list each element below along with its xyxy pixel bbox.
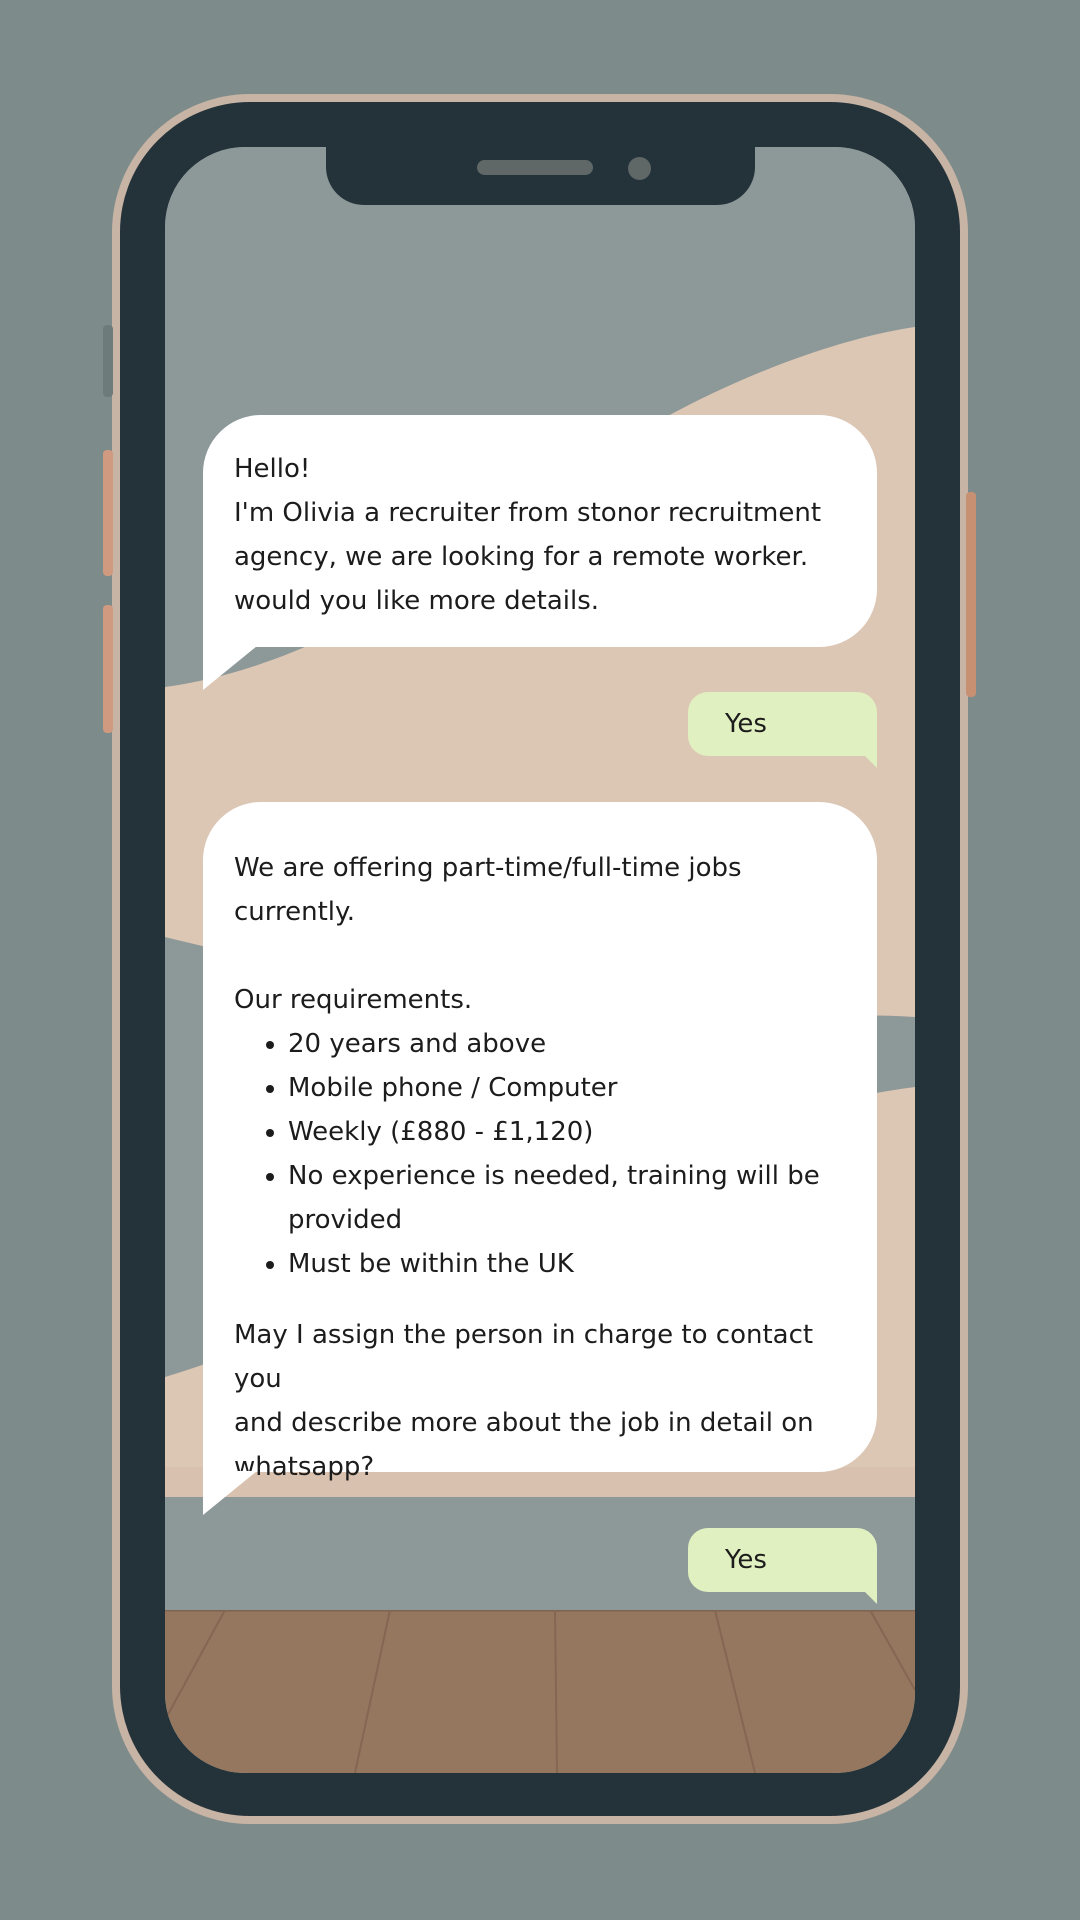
- spacer: [234, 934, 847, 978]
- incoming-bubble-tail: [203, 646, 257, 690]
- list-item: • 20 years and above: [288, 1022, 847, 1066]
- message-line: currently.: [234, 897, 355, 927]
- message-line: and describe more about the job in detail on: [234, 1408, 814, 1438]
- volume-up-button: [103, 450, 113, 576]
- message-line: would you like more details.: [234, 586, 600, 616]
- silent-switch: [103, 325, 113, 397]
- outgoing-bubble-tail: [865, 1592, 877, 1604]
- message-text: Yes: [725, 1545, 767, 1575]
- incoming-message-2: [203, 802, 877, 1482]
- front-camera: [628, 157, 651, 180]
- message-line: agency, we are looking for a remote worker.: [234, 542, 809, 572]
- message-line: We are offering part-time/full-time jobs: [234, 853, 742, 883]
- message-line: May I assign the person in charge to contact you: [234, 1320, 814, 1394]
- outgoing-message-1: [688, 692, 877, 756]
- requirements-list: [234, 1022, 847, 1286]
- list-item: • Must be within the UK: [288, 1242, 847, 1286]
- message-line: I'm Olivia a recruiter from stonor recruitment: [234, 498, 822, 528]
- message-line: whatsapp?: [234, 1452, 375, 1482]
- list-item: • No experience is needed, training will be provided: [288, 1154, 847, 1242]
- phone-notch: [326, 147, 755, 205]
- list-item: • Weekly (£880 - £1,120): [288, 1110, 847, 1154]
- list-item: • Mobile phone / Computer: [288, 1066, 847, 1110]
- speaker-grille: [477, 160, 593, 175]
- outgoing-bubble-tail: [865, 756, 877, 768]
- outgoing-message-2: [688, 1528, 877, 1592]
- requirements-heading: Our requirements.: [234, 985, 473, 1015]
- incoming-message-1: [203, 415, 877, 647]
- incoming-bubble-tail: [203, 1471, 257, 1515]
- message-text: Yes: [725, 709, 767, 739]
- volume-down-button: [103, 605, 113, 733]
- wooden-floor: [165, 1610, 915, 1773]
- power-button: [966, 492, 976, 697]
- message-line: Hello!: [234, 454, 311, 484]
